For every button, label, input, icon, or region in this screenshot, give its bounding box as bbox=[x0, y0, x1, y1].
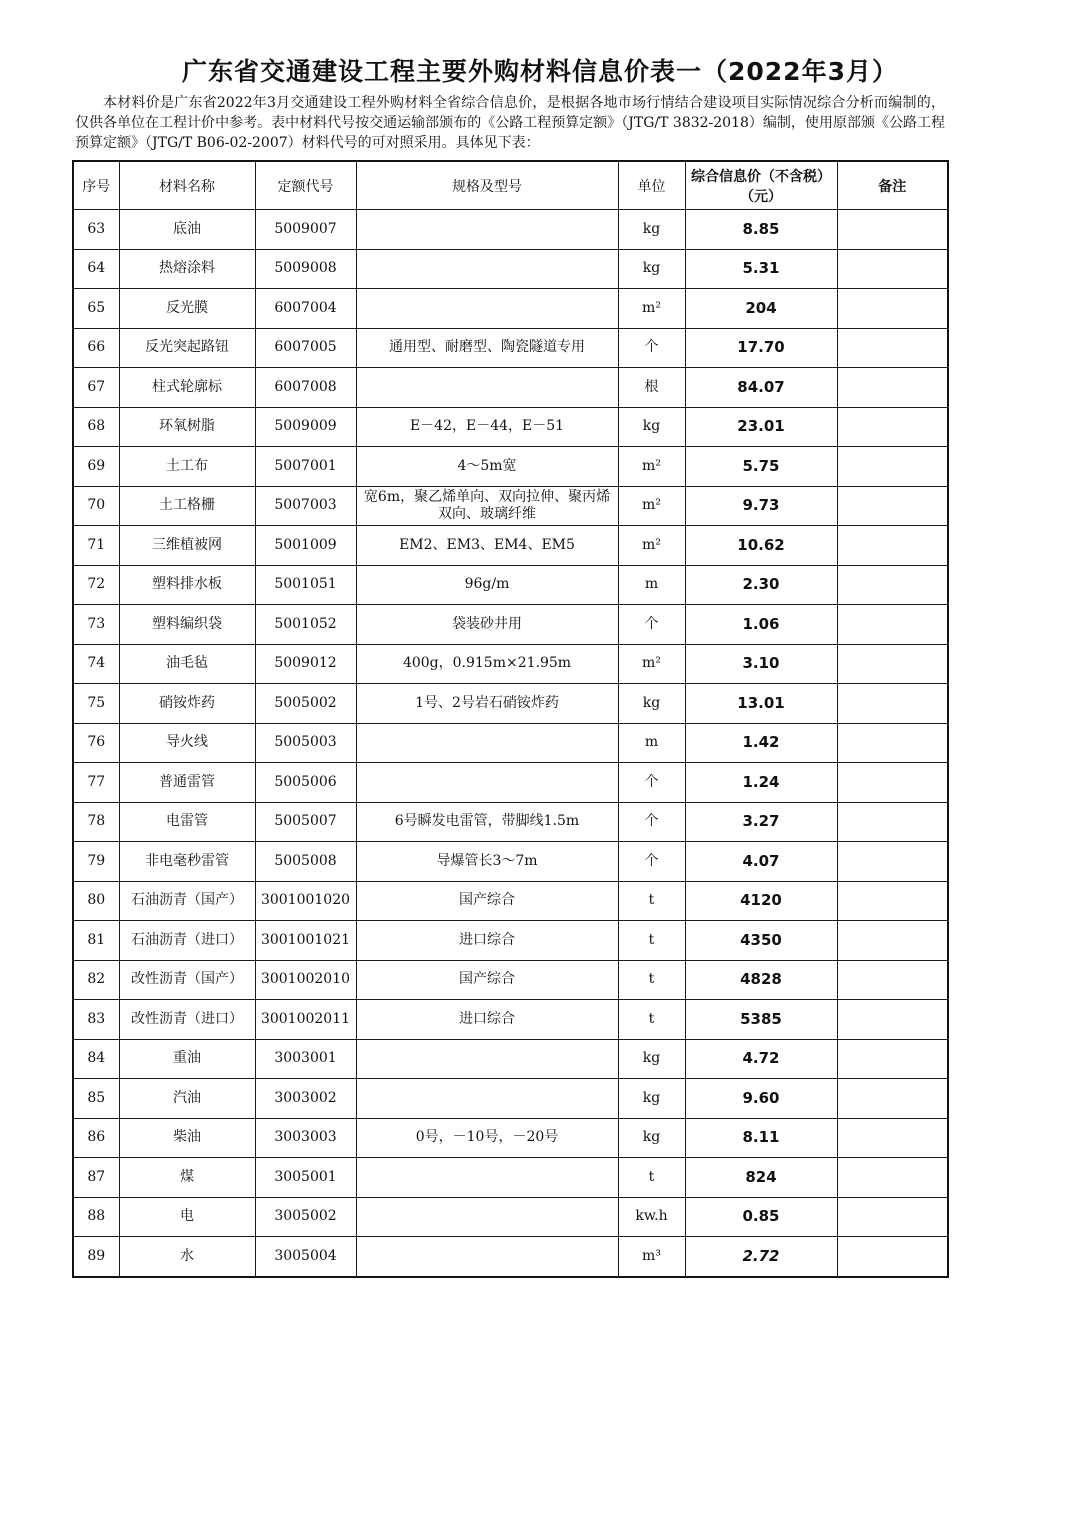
table-row bbox=[73, 1000, 948, 1040]
table-row bbox=[73, 881, 948, 921]
table-row bbox=[73, 1118, 948, 1158]
cell-unit: m bbox=[618, 723, 685, 763]
cell-price: 1.42 bbox=[685, 723, 837, 763]
cell-name: 水 bbox=[119, 1237, 255, 1277]
table-row bbox=[73, 1079, 948, 1119]
table-row bbox=[73, 447, 948, 487]
cell-unit: kg bbox=[618, 210, 685, 250]
cell-seq: 79 bbox=[73, 842, 119, 882]
cell-seq: 78 bbox=[73, 802, 119, 842]
cell-unit: 个 bbox=[618, 328, 685, 368]
cell-note bbox=[837, 368, 948, 408]
cell-note bbox=[837, 289, 948, 329]
cell-code: 3005002 bbox=[255, 1197, 356, 1237]
cell-code: 5001051 bbox=[255, 565, 356, 605]
cell-price: 0.85 bbox=[685, 1197, 837, 1237]
cell-name: 电雷管 bbox=[119, 802, 255, 842]
cell-seq: 70 bbox=[73, 486, 119, 526]
cell-unit: t bbox=[618, 1158, 685, 1198]
cell-note bbox=[837, 1158, 948, 1198]
cell-name: 土工格栅 bbox=[119, 486, 255, 526]
cell-price: 23.01 bbox=[685, 407, 837, 447]
cell-code: 5009012 bbox=[255, 644, 356, 684]
cell-spec: 400g，0.915m×21.95m bbox=[356, 644, 618, 684]
cell-code: 5005008 bbox=[255, 842, 356, 882]
cell-spec: 导爆管长3～7m bbox=[356, 842, 618, 882]
cell-unit: kg bbox=[618, 1118, 685, 1158]
cell-seq: 88 bbox=[73, 1197, 119, 1237]
cell-name: 煤 bbox=[119, 1158, 255, 1198]
cell-seq: 82 bbox=[73, 960, 119, 1000]
cell-note bbox=[837, 447, 948, 487]
cell-price: 9.73 bbox=[685, 486, 837, 526]
cell-name: 反光膜 bbox=[119, 289, 255, 329]
table-row bbox=[73, 1237, 948, 1277]
cell-unit: kg bbox=[618, 1079, 685, 1119]
cell-seq: 72 bbox=[73, 565, 119, 605]
table-row bbox=[73, 1197, 948, 1237]
cell-note bbox=[837, 210, 948, 250]
cell-code: 5005002 bbox=[255, 684, 356, 724]
cell-unit: kg bbox=[618, 249, 685, 289]
header-spec: 规格及型号 bbox=[356, 161, 618, 210]
cell-price: 84.07 bbox=[685, 368, 837, 408]
table-row bbox=[73, 1158, 948, 1198]
cell-note bbox=[837, 1118, 948, 1158]
cell-spec bbox=[356, 763, 618, 803]
cell-name: 底油 bbox=[119, 210, 255, 250]
cell-name: 导火线 bbox=[119, 723, 255, 763]
header-seq: 序号 bbox=[73, 161, 119, 210]
cell-name: 塑料排水板 bbox=[119, 565, 255, 605]
table-row bbox=[73, 644, 948, 684]
cell-seq: 65 bbox=[73, 289, 119, 329]
cell-seq: 71 bbox=[73, 526, 119, 566]
cell-spec bbox=[356, 1197, 618, 1237]
cell-seq: 74 bbox=[73, 644, 119, 684]
cell-note bbox=[837, 249, 948, 289]
cell-code: 5007003 bbox=[255, 486, 356, 526]
cell-name: 非电毫秒雷管 bbox=[119, 842, 255, 882]
cell-note bbox=[837, 407, 948, 447]
cell-code: 5005007 bbox=[255, 802, 356, 842]
cell-code: 5009007 bbox=[255, 210, 356, 250]
cell-unit: t bbox=[618, 1000, 685, 1040]
cell-unit: t bbox=[618, 921, 685, 961]
cell-name: 改性沥青（国产） bbox=[119, 960, 255, 1000]
cell-seq: 84 bbox=[73, 1039, 119, 1079]
cell-spec: 通用型、耐磨型、陶瓷隧道专用 bbox=[356, 328, 618, 368]
cell-price: 5.75 bbox=[685, 447, 837, 487]
table-row bbox=[73, 802, 948, 842]
header-unit: 单位 bbox=[618, 161, 685, 210]
cell-spec: 进口综合 bbox=[356, 1000, 618, 1040]
cell-seq: 76 bbox=[73, 723, 119, 763]
cell-note bbox=[837, 921, 948, 961]
cell-unit: t bbox=[618, 960, 685, 1000]
cell-price: 4350 bbox=[685, 921, 837, 961]
header-price: 综合信息价（不含税）（元） bbox=[685, 161, 837, 210]
cell-name: 热熔涂料 bbox=[119, 249, 255, 289]
document-title: 广东省交通建设工程主要外购材料信息价表一（2022年3月） bbox=[182, 57, 898, 86]
cell-unit: m² bbox=[618, 486, 685, 526]
cell-note bbox=[837, 605, 948, 645]
cell-code: 5005006 bbox=[255, 763, 356, 803]
cell-code: 3001001020 bbox=[255, 881, 356, 921]
cell-name: 汽油 bbox=[119, 1079, 255, 1119]
cell-name: 电 bbox=[119, 1197, 255, 1237]
table-row bbox=[73, 763, 948, 803]
table-row bbox=[73, 921, 948, 961]
cell-seq: 86 bbox=[73, 1118, 119, 1158]
cell-spec: 1号、2号岩石硝铵炸药 bbox=[356, 684, 618, 724]
cell-spec: 袋装砂井用 bbox=[356, 605, 618, 645]
cell-spec bbox=[356, 1158, 618, 1198]
cell-note bbox=[837, 881, 948, 921]
cell-price: 4120 bbox=[685, 881, 837, 921]
cell-unit: t bbox=[618, 881, 685, 921]
cell-unit: m² bbox=[618, 644, 685, 684]
header-code: 定额代号 bbox=[255, 161, 356, 210]
cell-seq: 81 bbox=[73, 921, 119, 961]
cell-name: 油毛毡 bbox=[119, 644, 255, 684]
cell-seq: 64 bbox=[73, 249, 119, 289]
cell-seq: 89 bbox=[73, 1237, 119, 1277]
cell-unit: m³ bbox=[618, 1237, 685, 1277]
cell-name: 塑料编织袋 bbox=[119, 605, 255, 645]
cell-note bbox=[837, 763, 948, 803]
table-row bbox=[73, 407, 948, 447]
cell-note bbox=[837, 486, 948, 526]
cell-price: 8.11 bbox=[685, 1118, 837, 1158]
cell-code: 5009009 bbox=[255, 407, 356, 447]
cell-seq: 67 bbox=[73, 368, 119, 408]
cell-unit: m² bbox=[618, 447, 685, 487]
cell-price: 13.01 bbox=[685, 684, 837, 724]
cell-unit: 个 bbox=[618, 842, 685, 882]
table-row bbox=[73, 565, 948, 605]
cell-seq: 87 bbox=[73, 1158, 119, 1198]
cell-unit: 根 bbox=[618, 368, 685, 408]
cell-name: 柱式轮廓标 bbox=[119, 368, 255, 408]
cell-code: 6007005 bbox=[255, 328, 356, 368]
cell-code: 3003001 bbox=[255, 1039, 356, 1079]
cell-spec bbox=[356, 289, 618, 329]
cell-name: 石油沥青（国产） bbox=[119, 881, 255, 921]
cell-code: 5005003 bbox=[255, 723, 356, 763]
cell-seq: 63 bbox=[73, 210, 119, 250]
cell-note bbox=[837, 802, 948, 842]
cell-seq: 77 bbox=[73, 763, 119, 803]
table-row bbox=[73, 605, 948, 645]
cell-name: 硝铵炸药 bbox=[119, 684, 255, 724]
cell-price: 2.72 bbox=[685, 1237, 837, 1277]
cell-price: 3.27 bbox=[685, 802, 837, 842]
cell-note bbox=[837, 1000, 948, 1040]
cell-price: 1.24 bbox=[685, 763, 837, 803]
cell-note bbox=[837, 960, 948, 1000]
table-row bbox=[73, 486, 948, 526]
cell-code: 5001009 bbox=[255, 526, 356, 566]
cell-spec: 国产综合 bbox=[356, 960, 618, 1000]
cell-code: 3005001 bbox=[255, 1158, 356, 1198]
cell-code: 6007008 bbox=[255, 368, 356, 408]
cell-unit: kw.h bbox=[618, 1197, 685, 1237]
cell-price: 5.31 bbox=[685, 249, 837, 289]
cell-spec: 96g/m bbox=[356, 565, 618, 605]
cell-spec: 0号，－10号，－20号 bbox=[356, 1118, 618, 1158]
cell-note bbox=[837, 526, 948, 566]
cell-note bbox=[837, 1197, 948, 1237]
cell-spec: 6号瞬发电雷管，带脚线1.5m bbox=[356, 802, 618, 842]
table-row bbox=[73, 526, 948, 566]
table-row bbox=[73, 1039, 948, 1079]
cell-price: 3.10 bbox=[685, 644, 837, 684]
cell-spec: 宽6m，聚乙烯单向、双向拉伸、聚丙烯双向、玻璃纤维 bbox=[356, 486, 618, 526]
cell-note bbox=[837, 1237, 948, 1277]
header-note: 备注 bbox=[837, 161, 948, 210]
cell-seq: 73 bbox=[73, 605, 119, 645]
cell-note bbox=[837, 723, 948, 763]
cell-seq: 69 bbox=[73, 447, 119, 487]
cell-price: 10.62 bbox=[685, 526, 837, 566]
cell-note bbox=[837, 684, 948, 724]
cell-price: 8.85 bbox=[685, 210, 837, 250]
cell-code: 3003002 bbox=[255, 1079, 356, 1119]
table-row bbox=[73, 328, 948, 368]
cell-unit: 个 bbox=[618, 802, 685, 842]
cell-note bbox=[837, 644, 948, 684]
header-name: 材料名称 bbox=[119, 161, 255, 210]
cell-name: 重油 bbox=[119, 1039, 255, 1079]
table-row bbox=[73, 960, 948, 1000]
cell-name: 环氧树脂 bbox=[119, 407, 255, 447]
cell-price: 204 bbox=[685, 289, 837, 329]
cell-unit: kg bbox=[618, 1039, 685, 1079]
cell-name: 普通雷管 bbox=[119, 763, 255, 803]
cell-unit: kg bbox=[618, 407, 685, 447]
cell-spec bbox=[356, 723, 618, 763]
cell-spec bbox=[356, 368, 618, 408]
cell-spec: 国产综合 bbox=[356, 881, 618, 921]
cell-seq: 85 bbox=[73, 1079, 119, 1119]
cell-code: 3005004 bbox=[255, 1237, 356, 1277]
cell-spec bbox=[356, 210, 618, 250]
cell-code: 3001002011 bbox=[255, 1000, 356, 1040]
cell-name: 土工布 bbox=[119, 447, 255, 487]
cell-spec: E－42，E－44，E－51 bbox=[356, 407, 618, 447]
cell-price: 5385 bbox=[685, 1000, 837, 1040]
cell-spec bbox=[356, 1237, 618, 1277]
cell-note bbox=[837, 565, 948, 605]
cell-code: 5007001 bbox=[255, 447, 356, 487]
cell-spec bbox=[356, 1079, 618, 1119]
cell-unit: m² bbox=[618, 289, 685, 329]
cell-note bbox=[837, 328, 948, 368]
cell-name: 三维植被网 bbox=[119, 526, 255, 566]
cell-seq: 83 bbox=[73, 1000, 119, 1040]
cell-name: 石油沥青（进口） bbox=[119, 921, 255, 961]
cell-note bbox=[837, 842, 948, 882]
table-row bbox=[73, 210, 948, 250]
cell-spec: 进口综合 bbox=[356, 921, 618, 961]
cell-code: 6007004 bbox=[255, 289, 356, 329]
cell-spec: EM2、EM3、EM4、EM5 bbox=[356, 526, 618, 566]
cell-code: 3001001021 bbox=[255, 921, 356, 961]
table-header-row bbox=[73, 161, 948, 210]
cell-spec bbox=[356, 1039, 618, 1079]
intro-paragraph: 本材料价是广东省2022年3月交通建设工程外购材料全省综合信息价，是根据各地市场行情结合建设项目实际情况综合分析而编制的，仅供各单位在工程计价中参考。表中材料代号按交通运输部颁布的《公路工程预算定额》（JTG/T 3832-2018）编制，使用原部颁《公路工程预算定额》（JTG/T B06-02-2007）材料代号的可对照采用。具体见下表： bbox=[75, 95, 945, 151]
cell-price: 9.60 bbox=[685, 1079, 837, 1119]
cell-unit: m² bbox=[618, 526, 685, 566]
cell-seq: 75 bbox=[73, 684, 119, 724]
cell-code: 5001052 bbox=[255, 605, 356, 645]
cell-unit: 个 bbox=[618, 605, 685, 645]
cell-name: 改性沥青（进口） bbox=[119, 1000, 255, 1040]
table-row bbox=[73, 249, 948, 289]
table-row bbox=[73, 289, 948, 329]
cell-name: 反光突起路钮 bbox=[119, 328, 255, 368]
table-row bbox=[73, 684, 948, 724]
cell-code: 3001002010 bbox=[255, 960, 356, 1000]
cell-unit: m bbox=[618, 565, 685, 605]
cell-price: 824 bbox=[685, 1158, 837, 1198]
cell-name: 柴油 bbox=[119, 1118, 255, 1158]
cell-price: 1.06 bbox=[685, 605, 837, 645]
material-price-table bbox=[72, 160, 949, 1278]
table-row bbox=[73, 368, 948, 408]
cell-unit: kg bbox=[618, 684, 685, 724]
cell-price: 2.30 bbox=[685, 565, 837, 605]
cell-price: 4828 bbox=[685, 960, 837, 1000]
cell-price: 17.70 bbox=[685, 328, 837, 368]
cell-unit: 个 bbox=[618, 763, 685, 803]
cell-price: 4.07 bbox=[685, 842, 837, 882]
cell-seq: 68 bbox=[73, 407, 119, 447]
table-row bbox=[73, 723, 948, 763]
cell-note bbox=[837, 1039, 948, 1079]
cell-price: 4.72 bbox=[685, 1039, 837, 1079]
cell-code: 5009008 bbox=[255, 249, 356, 289]
cell-seq: 66 bbox=[73, 328, 119, 368]
table-row bbox=[73, 842, 948, 882]
cell-note bbox=[837, 1079, 948, 1119]
cell-spec: 4～5m宽 bbox=[356, 447, 618, 487]
cell-spec bbox=[356, 249, 618, 289]
cell-code: 3003003 bbox=[255, 1118, 356, 1158]
cell-seq: 80 bbox=[73, 881, 119, 921]
